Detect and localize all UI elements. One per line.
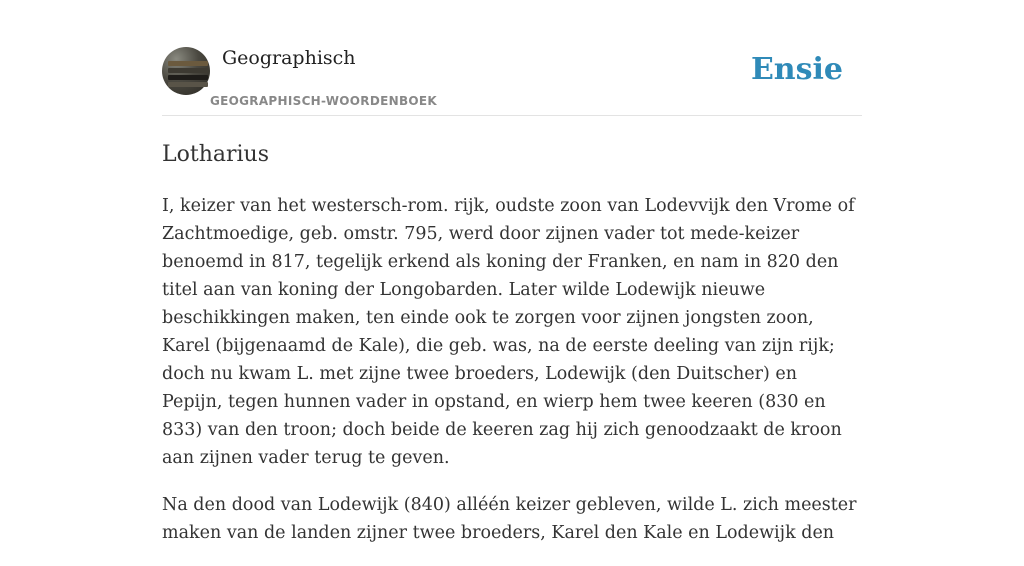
article-title: Lotharius xyxy=(162,142,269,167)
article-paragraph: I, keizer van het westersch-rom. rijk, oudste zoon van Lodevvijk den Vrome of Zachtmoedige, geb. omstr. 795, werd door zijnen vader tot mede-keizer benoemd in 817, tegelijk erkend als koning der Franken, en nam in 820 den titel aan van koning der Longobarden. Later wilde Lodewijk nieuwe beschikkingen maken, ten einde ook te zorgen voor zijnen jongsten zoon, Karel (bijgenaamd de Kale), die geb. was, na de eerste deeling van zijn rijk; doch nu kwam L. met zijne twee broeders, Lodewijk (den Duitscher) en Pepijn, tegen hunnen vader in opstand, en wierp hem twee keeren (830 en 833) van den troon; doch beide de keeren zag hij zich genoodzaakt de kroon aan zijnen vader terug te geven. xyxy=(162,196,855,468)
book-spine-icon xyxy=(168,61,208,66)
publication-name-link[interactable]: Geographisch xyxy=(222,47,356,69)
article-body xyxy=(162,192,862,566)
publication-avatar[interactable] xyxy=(162,47,210,95)
article-paragraph: Na den dood van Lodewijk (840) alléén keizer gebleven, wilde L. zich meester maken van de landen zijner twee broeders, Karel den Kale en Lodewijk den xyxy=(162,495,857,543)
publication-handle-link[interactable]: GEOGRAPHISCH-WOORDENBOEK xyxy=(210,94,437,108)
book-spine-icon xyxy=(168,82,208,87)
book-spine-icon xyxy=(168,68,208,73)
book-spine-icon xyxy=(168,75,208,80)
ensie-logo-link[interactable]: Ensie xyxy=(750,52,843,87)
publication-header xyxy=(162,46,862,116)
